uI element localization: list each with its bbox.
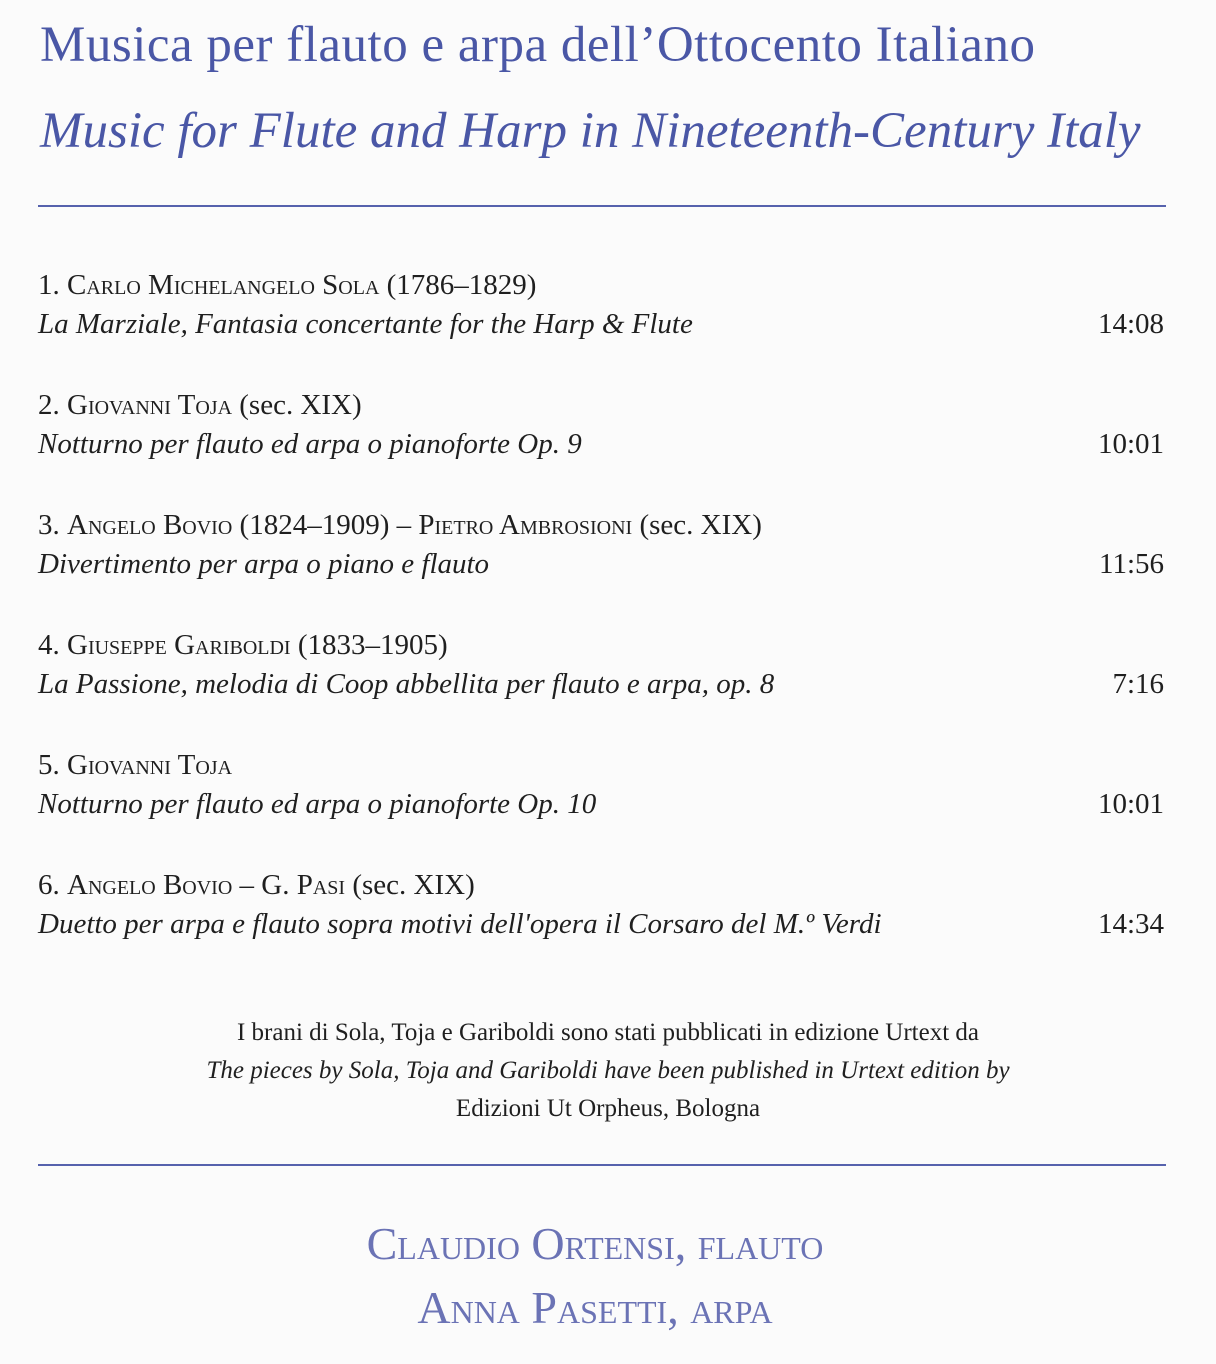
note-english: The pieces by Sola, Toja and Gariboldi have been published in Urtext edition by: [206, 1057, 1010, 1084]
composer-name: Giovanni Toja: [67, 389, 233, 421]
composer-dates: (1824–1909) –: [239, 509, 412, 541]
performer-flute: Claudio Ortensi, flauto: [366, 1218, 824, 1269]
composer-name: Angelo Bovio: [67, 869, 233, 901]
composer-name: Giuseppe Gariboldi: [67, 629, 291, 661]
track-1: [38, 266, 1166, 386]
track-number: 5.: [38, 749, 60, 781]
second-composer-name: Pietro Ambrosioni: [418, 509, 633, 541]
track-duration: 10:01: [1097, 428, 1164, 460]
composer-dates: (1833–1905): [297, 629, 448, 661]
second-composer-dates: (sec. XIX): [352, 869, 475, 901]
work-title: Divertimento per arpa o piano e flauto: [38, 548, 490, 580]
composer-name: Angelo Bovio: [67, 509, 233, 541]
publication-note: [0, 1014, 1216, 1128]
track-heading: [38, 386, 1166, 424]
track-4: [38, 626, 1166, 746]
track-duration: 10:01: [1097, 788, 1164, 820]
track-heading: [38, 746, 1166, 784]
performer-harp: Anna Pasetti, arpa: [417, 1282, 773, 1333]
work-title: La Marziale, Fantasia concertante for the Harp & Flute: [38, 308, 693, 340]
track-number: 4.: [38, 629, 60, 661]
note-italian: I brani di Sola, Toja e Gariboldi sono stati pubblicati in edizione Urtext da: [236, 1019, 980, 1046]
top-divider: [38, 205, 1166, 207]
bottom-divider: [38, 1164, 1166, 1166]
track-number: 2.: [38, 389, 60, 421]
composer-name: Giovanni Toja: [67, 749, 233, 781]
title-italian: Musica per flauto e arpa dell’Ottocento Italiano: [40, 17, 1036, 73]
second-composer-dates: (sec. XIX): [639, 509, 762, 541]
track-heading: [38, 626, 1166, 664]
work-title: Notturno per flauto ed arpa o pianoforte Op. 9: [38, 428, 582, 460]
track-number: 6.: [38, 869, 60, 901]
track-heading: [38, 866, 1166, 904]
note-publisher: Edizioni Ut Orpheus, Bologna: [455, 1095, 761, 1122]
track-duration: 14:34: [1097, 908, 1164, 940]
track-duration: 11:56: [1099, 548, 1164, 580]
track-duration: 14:08: [1097, 308, 1164, 340]
track-2: [38, 386, 1166, 506]
track-list: [38, 266, 1166, 986]
track-number: 3.: [38, 509, 60, 541]
performers: [0, 1212, 1190, 1340]
track-number: 1.: [38, 269, 60, 301]
composer-name: Carlo Michelangelo Sola: [67, 269, 380, 301]
second-composer-name: G. Pasi: [261, 869, 346, 901]
track-5: [38, 746, 1166, 866]
track-heading: [38, 266, 1166, 304]
track-6: [38, 866, 1166, 986]
work-title: Duetto per arpa e flauto sopra motivi dell'opera il Corsaro del M.º Verdi: [38, 908, 882, 940]
title-english: Music for Flute and Harp in Nineteenth-Century Italy: [40, 103, 1141, 159]
track-3: [38, 506, 1166, 626]
composer-dates: (sec. XIX): [239, 389, 362, 421]
work-title: Notturno per flauto ed arpa o pianoforte Op. 10: [38, 788, 597, 820]
track-duration: 7:16: [1112, 668, 1164, 700]
work-title: La Passione, melodia di Coop abbellita per flauto e arpa, op. 8: [38, 668, 775, 700]
track-heading: [38, 506, 1166, 544]
composer-separator: –: [239, 869, 255, 901]
composer-dates: (1786–1829): [386, 269, 537, 301]
